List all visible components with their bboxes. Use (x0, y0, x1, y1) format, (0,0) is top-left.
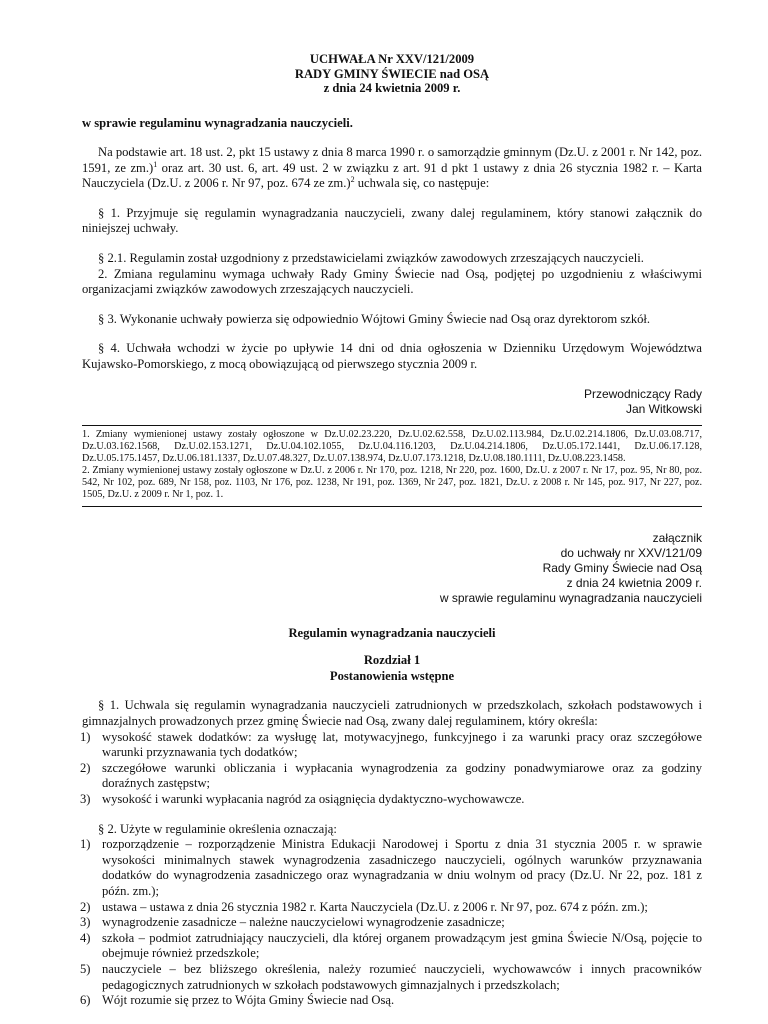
footnote-ref-1: 1 (153, 159, 158, 169)
resolution-date: z dnia 24 kwietnia 2009 r. (323, 81, 461, 95)
document-page (82, 52, 702, 1009)
par-1-list (82, 730, 702, 808)
signature-role: Przewodniczący Rady (583, 386, 702, 401)
preamble (82, 145, 702, 192)
annex-council: Rady Gminy Świecie nad Osą (542, 560, 702, 575)
footnote-2: 2. Zmiany wymienionej ustawy zostały ogłoszone w Dz.U. z 2006 r. Nr 170, poz. 1218, Nr 220, poz. 1600, Dz.U. z 2007 r. Nr 17, poz. 95, Nr 80, poz. 542, Nr 102, poz. 689, Nr 158, poz. 1103, Nr 176, poz. 1238, Nr 191, poz. 1369, Nr 247, poz. 1821, Dz.U. z 2008 r. Nr 145, poz. 917, Nr 227, poz. 1505, Dz.U. z 2009 r. Nr 1, poz. 1. (82, 464, 702, 500)
annex-subject: w sprawie regulaminu wynagradzania nauczycieli (439, 590, 702, 605)
list-item: 1) rozporządzenie – rozporządzenie Ministra Edukacji Narodowej i Sportu z dnia 31 stycznia 2005 r. w sprawie wysokości minimalnych stawek wynagrodzenia zasadniczego nauczycieli, ogólnych warunków przyznawania dodatków do wynagrodzenia zasadniczego oraz wynagradzania w dniu wolnym od pracy (Dz.U. Nr 22, poz. 181 z późn. zm.); (80, 837, 702, 898)
regulation-title: Regulamin wynagradzania nauczycieli (288, 625, 496, 640)
footnote-ref-2: 2 (350, 175, 355, 185)
section-3: § 3. Wykonanie uchwały powierza się odpowiednio Wójtowi Gminy Świecie nad Osą oraz dyrektorom szkół. (98, 311, 651, 326)
section-4: § 4. Uchwała wchodzi w życie po upływie 14 dni od dnia ogłoszenia w Dzienniku Urzędowym Województwa Kujawsko-Pomorskiego, z mocą obowiązującą od pierwszego stycznia 2009 r. (82, 341, 702, 372)
chapter-number: Rozdział 1 (363, 653, 421, 668)
list-item: 3) wysokość i warunki wypłacania nagród za osiągnięcia dydaktyczno-wychowawcze. (80, 791, 525, 806)
list-item: 5) nauczyciele – bez bliższego określenia, należy rozumieć nauczycieli, wychowawców i innych pracowników pedagogicznych zatrudnionych w szkołach podstawowych gimnazjalnych i przedszkolach; (80, 961, 702, 992)
preamble-part3: uchwala się, co następuje: (354, 176, 490, 191)
section-1: § 1. Przyjmuje się regulamin wynagradzania nauczycieli, zwany dalej regulaminem, który stanowi załącznik do niniejszej uchwały. (82, 205, 702, 236)
section-2-2: 2. Zmiana regulaminu wymaga uchwały Rady Gminy Świecie nad Osą, podjętej po uzgodnieniu z właściwymi organizacjami związków zawodowych zrzeszających nauczycieli. (82, 266, 702, 297)
par-2-list (82, 837, 702, 1009)
annex-date: z dnia 24 kwietnia 2009 r. (566, 575, 702, 590)
list-item: 3) wynagrodzenie zasadnicze – należne nauczycielowi wynagrodzenie zasadnicze; (80, 915, 505, 930)
list-item: 6) Wójt rozumie się przez to Wójta Gminy Świecie nad Osą. (80, 993, 395, 1008)
preamble-part1: Na podstawie art. 18 ust. 2, pkt 15 ustawy z dnia 8 marca 1990 r. o samorządzie gminnym (Dz.U. z 2001 r. Nr 142, poz. 1591, ze zm.) (82, 145, 703, 175)
resolution-title: UCHWAŁA Nr XXV/121/2009 (309, 52, 475, 66)
regulation-par-1: § 1. Uchwala się regulamin wynagradzania nauczycieli zatrudnionych w przedszkolach, szkołach podstawowych i gimnazjalnych prowadzonych przez gminę Świecie nad Osą, zwany dalej regulaminem, który określa: (82, 698, 702, 728)
chapter-title: Postanowienia wstępne (329, 668, 455, 683)
list-item: 1) wysokość stawek dodatków: za wysługę lat, motywacyjnego, funkcyjnego i za warunki pracy oraz szczegółowe warunki przyznawania tych dodatków; (80, 729, 702, 760)
list-item: 2) szczegółowe warunki obliczania i wypłacania wynagrodzenia za godziny ponadwymiarowe oraz za godziny doraźnych zastępstw; (80, 760, 702, 791)
annex-resolution-ref: do uchwały nr XXV/121/09 (560, 545, 702, 560)
preamble-part2: oraz art. 30 ust. 6, art. 49 ust. 2 w związku z art. 91 d pkt 1 ustawy z dnia 26 stycznia 1982 r. – Karta Nauczyciela (Dz.U. z 2006 r. Nr 97, poz. 674 ze zm.) (82, 160, 702, 191)
footnote-1: 1. Zmiany wymienionej ustawy zostały ogłoszone w Dz.U.02.23.220, Dz.U.02.62.558, Dz.U.02.113.984, Dz.U.02.214.1806, Dz.U.03.08.717, Dz.U.03.162.1568, Dz.U.02.153.1271, Dz.U.04.102.1055, Dz.U.04.116.1203, Dz.U.04.214.1806, Dz.U.05.172.1441, Dz.U.06.17.128, Dz.U.05.175.1457, Dz.U.06.181.1337, Dz.U.07.48.327, Dz.U.07.138.974, Dz.U.07.173.1218, Dz.U.08.180.1111, Dz.U.08.223.1458. (82, 428, 702, 464)
signature-name: Jan Witkowski (625, 401, 702, 416)
council-name: RADY GMINY ŚWIECIE nad OSĄ (294, 66, 490, 81)
annex-label: załącznik (652, 530, 702, 545)
list-item: 4) szkoła – podmiot zatrudniający nauczycieli, dla której organem prowadzącym jest gmina Świecie N/Osą, pojęcie to obejmuje również przedszkole; (80, 930, 702, 961)
list-item: 2) ustawa – ustawa z dnia 26 stycznia 1982 r. Karta Nauczyciela (Dz.U. z 2006 r. Nr 97, poz. 674 z późn. zm.); (80, 899, 648, 914)
section-2-1: § 2.1. Regulamin został uzgodniony z przedstawicielami związków zawodowych zrzeszających nauczycieli. (98, 251, 644, 266)
footnote-divider (82, 425, 702, 426)
resolution-subject: w sprawie regulaminu wynagradzania nauczycieli. (82, 115, 353, 130)
regulation-par-2: § 2. Użyte w regulaminie określenia oznaczają: (98, 821, 337, 836)
